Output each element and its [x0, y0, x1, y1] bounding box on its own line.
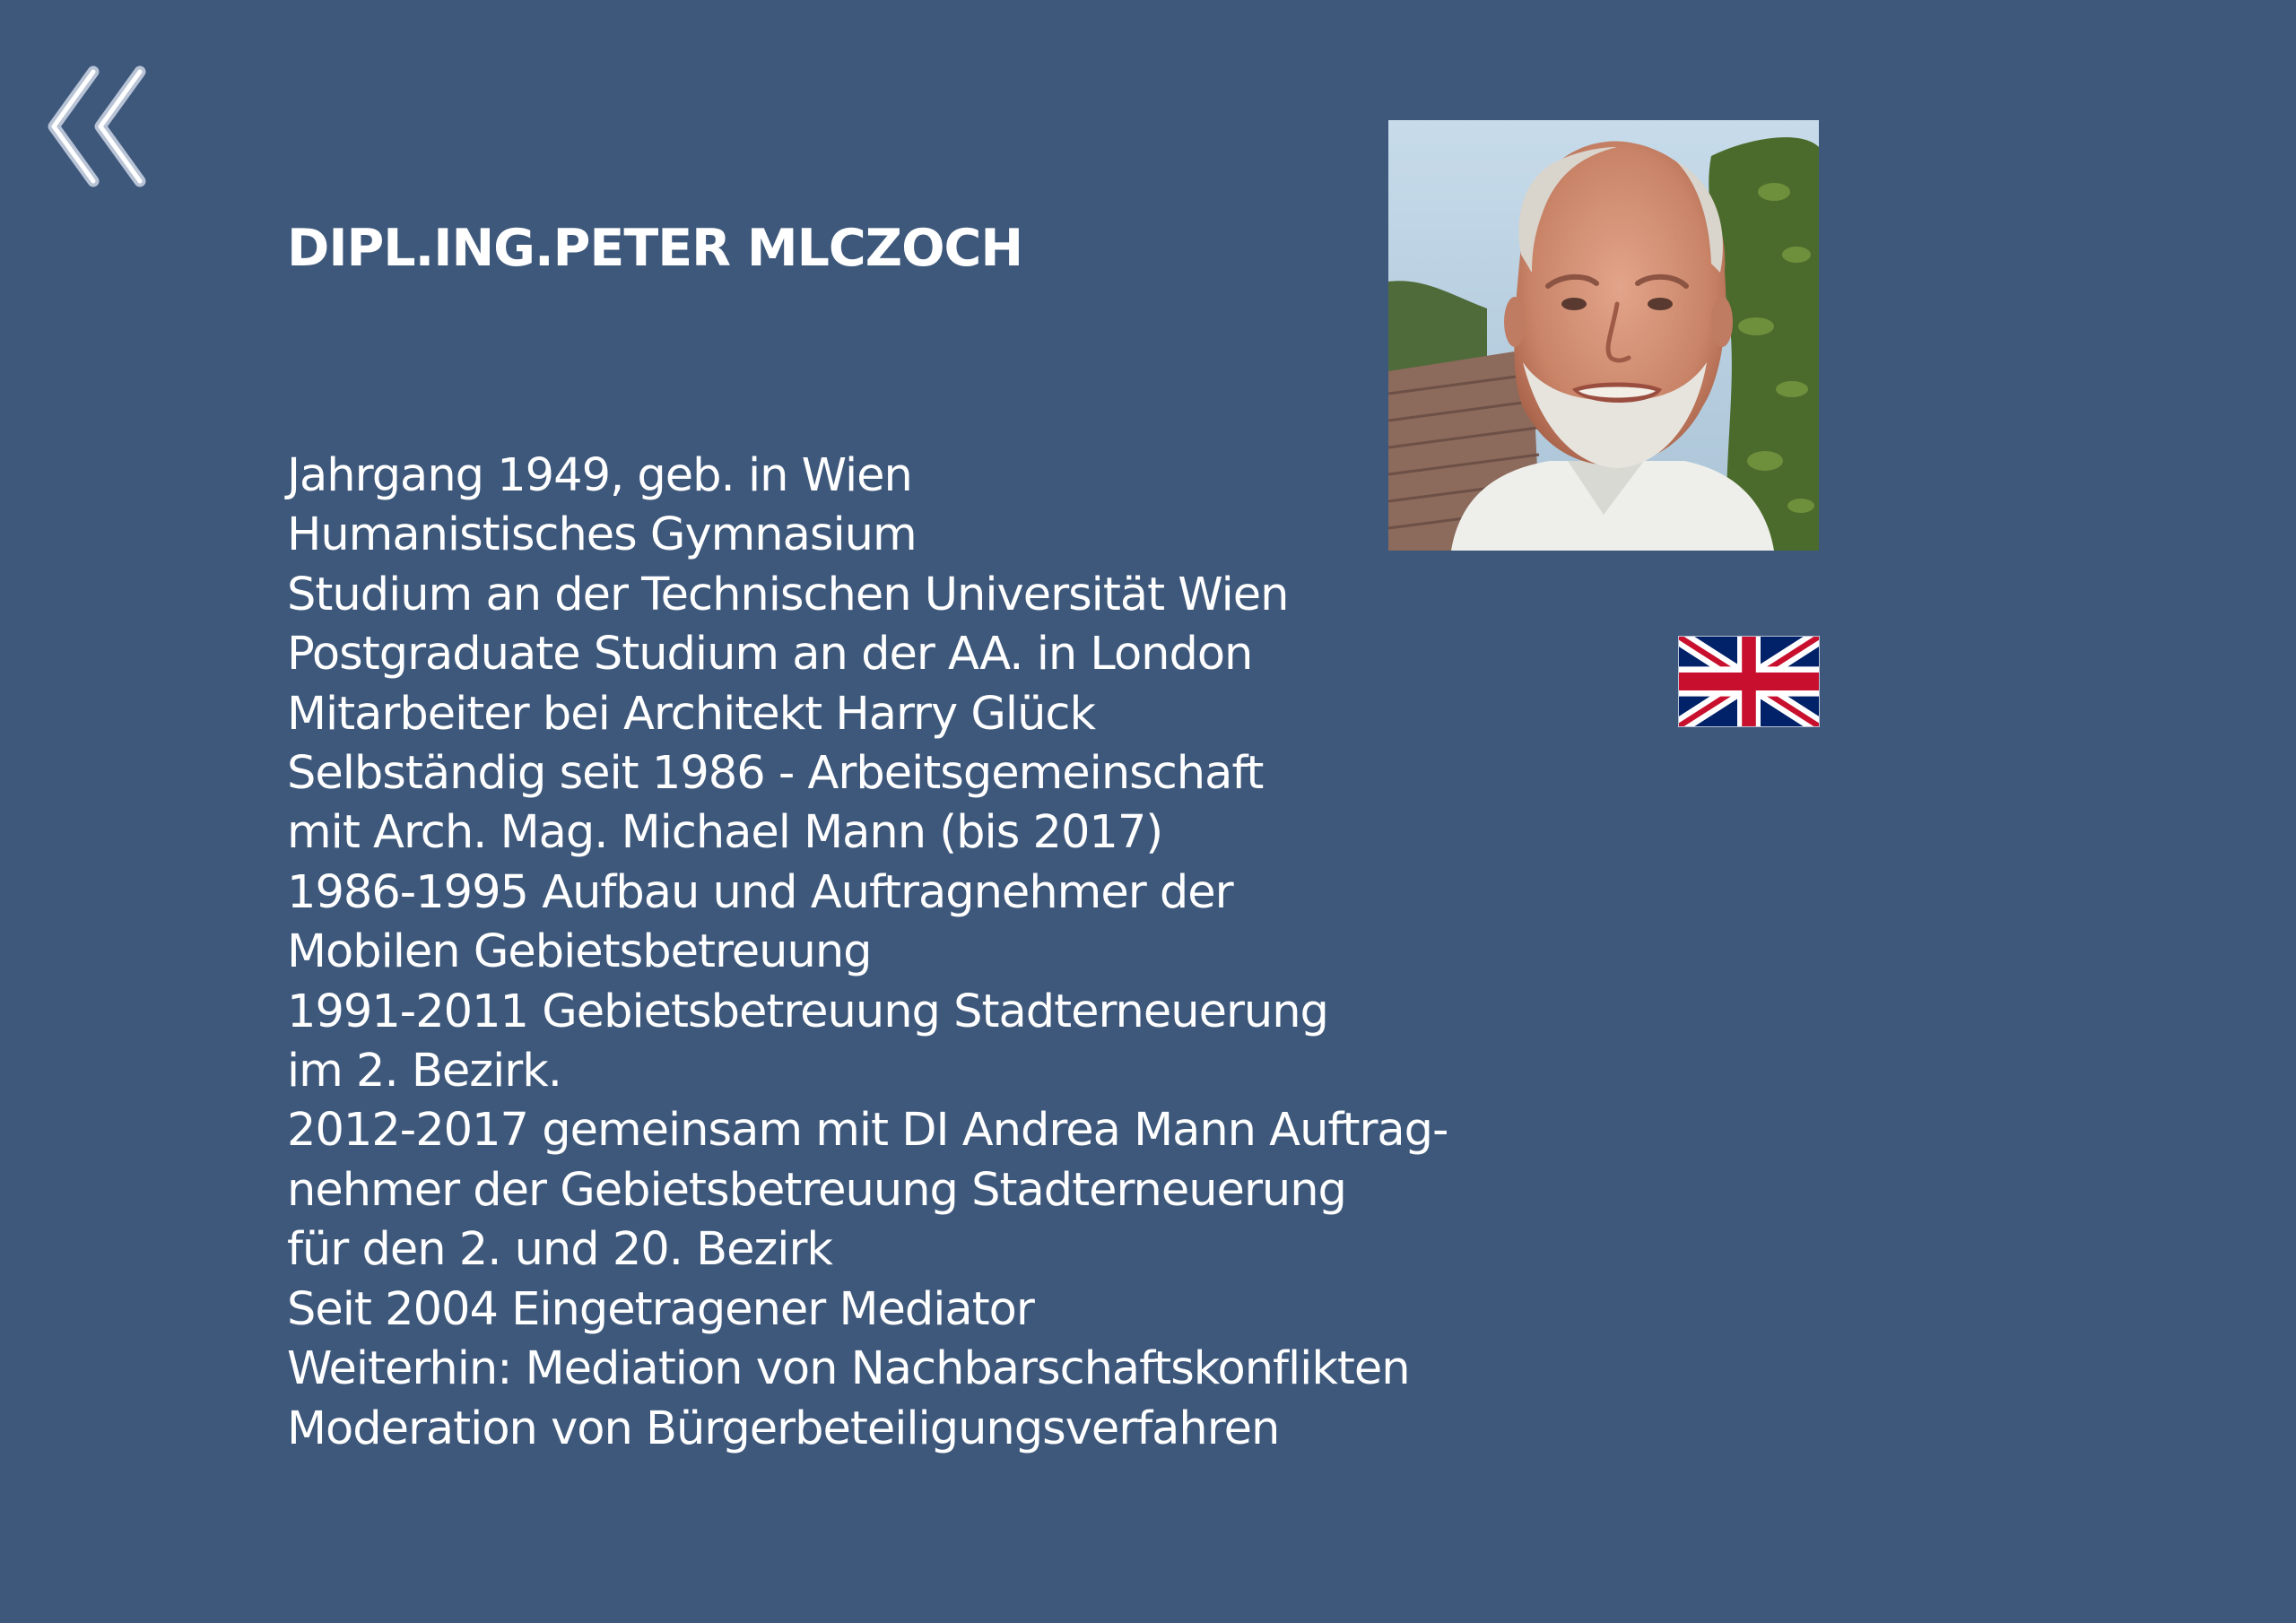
bio-line: Selbständig seit 1986 - Arbeitsgemeinschaft [287, 747, 1264, 801]
back-button[interactable] [39, 59, 156, 194]
bio-line: nehmer der Gebietsbetreuung Stadterneuerung [287, 1163, 1346, 1217]
bio-line: für den 2. und 20. Bezirk [287, 1223, 832, 1277]
bio-line: 1986-1995 Aufbau und Auftragnehmer der [287, 865, 1233, 919]
double-chevron-left-icon [39, 59, 156, 194]
bio-line: Moderation von Bürgerbeteiligungsverfahren [287, 1402, 1280, 1455]
bio-line: Humanistisches Gymnasium [287, 508, 917, 562]
uk-flag-icon [1679, 637, 1819, 726]
language-english-button[interactable] [1679, 637, 1819, 726]
bio-line: mit Arch. Mag. Michael Mann (bis 2017) [287, 806, 1163, 860]
bio-line: 1991-2011 Gebietsbetreuung Stadterneuerung [287, 985, 1328, 1038]
bio-line: im 2. Bezirk. [287, 1045, 561, 1098]
bio-line: Weiterhin: Mediation von Nachbarschaftskonflikten [287, 1342, 1410, 1396]
portrait-photo [1388, 120, 1819, 551]
bio-line: Postgraduate Studium an der AA. in London [287, 628, 1253, 681]
bio-line: Mobilen Gebietsbetreuung [287, 925, 872, 979]
bio-line: 2012-2017 gemeinsam mit DI Andrea Mann Auftrag- [287, 1104, 1448, 1158]
bio-text [287, 447, 1448, 1459]
bio-line: Seit 2004 Eingetragener Mediator [287, 1282, 1034, 1336]
bio-line: Mitarbeiter bei Architekt Harry Glück [287, 687, 1095, 741]
bio-line: Studium an der Technischen Universität Wien [287, 568, 1289, 621]
bio-line: Jahrgang 1949, geb. in Wien [287, 449, 912, 502]
page-title: DIPL.ING.PETER MLCZOCH [287, 219, 1023, 278]
